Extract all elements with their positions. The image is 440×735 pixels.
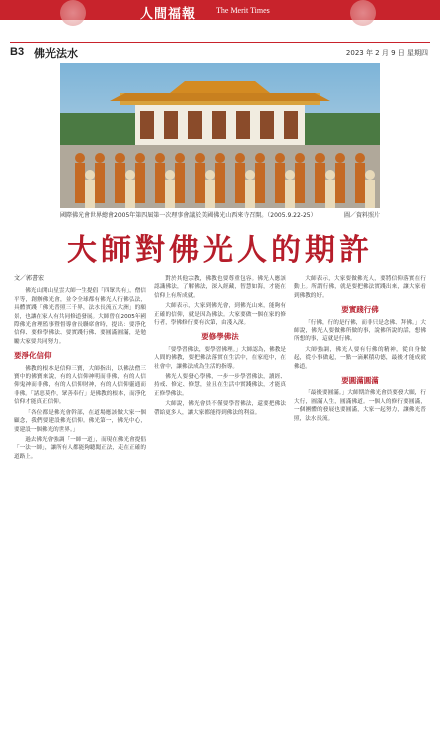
article-column-1 — [14, 275, 146, 463]
paragraph: 過去佛光會強調「一師一道」，而現在佛光會提倡「一法一師」，讓所有人都能夠聽聞正法，走在正確的道路上。 — [14, 436, 146, 460]
article-headline: 大師對佛光人的期許 — [67, 233, 373, 268]
paragraph: 佛光人要發心學佛，一步一步學習佛法，讀經、持戒、修定、修慧，並且在生活中實踐佛法，才能真正修學佛法。 — [154, 374, 286, 397]
subhead: 要淨化信仰 — [14, 351, 52, 361]
article-column-2 — [154, 275, 286, 419]
paragraph: 對於其他宗教，佛教也要尊重包容。佛光人應該認識佛法，了解佛法，深入經藏，智慧如海，才能在信仰上有所成就。 — [154, 276, 286, 299]
paragraph: 「各位都是佛光會幹部，在道場應該做大家一個顧念，我們要建設佛光信仰。佛光第一，佛光中心，要建設一個佛光的世界。」 — [14, 409, 146, 433]
section-rule — [10, 42, 430, 43]
photo-caption: 國際佛光會世界總會2005年第四屆第一次理事會議於美國佛光山西來寺召開。（2005.9.22-25） — [60, 212, 317, 219]
paragraph: 大師強調，佛光人要有行佛的精神，從自身做起，從小事做起，一點一滴累積功德，最後才能成就佛道。 — [294, 346, 426, 370]
subhead: 要圓滿圓滿 — [341, 376, 379, 386]
masthead — [0, 0, 440, 20]
byline: 文／郭書宏 — [14, 275, 45, 282]
paragraph: 「最後要圓滿。」大師期許佛光會員要發大願，行大行，圓滿人生，圓滿佛道。一個人的修行要圓滿，一個團體的發展也要圓滿，大家一起努力，讓佛光普照，法水長流。 — [294, 390, 426, 422]
paragraph: 大師說，佛光會員不僅要學習佛法，還要把佛法帶給更多人，讓大家都能得到佛法的利益。 — [154, 401, 286, 416]
temple-photo-illustration — [60, 63, 380, 208]
article-column-3 — [294, 275, 426, 425]
photo-credit: 圖／資料照片 — [343, 212, 380, 219]
group-photo — [60, 63, 380, 208]
paragraph: 佛教的根本是信仰三寶，大師指出，以佛法僧三寶中的佛寶來說，有的人信仰神明而非佛，有的人信仰鬼神而非佛，有的人信仰財神，有的人信仰靈通而非佛。「諸惡莫作，眾善奉行」是佛教的根本，而淨化信仰才能真正信仰。 — [14, 365, 146, 406]
paragraph: 佛光山開山星雲大師一生提倡「四眾共有」，僧信平等，創辦佛光會，並令全球都有佛光人行佛弘法，具體實踐「佛光普照三千界，法水長流五大洲」的願景，也讓在家人有共同修道發展。大師曾在2005年國際佛光會理監事暨督導會長聯席會時，提出：要淨化信仰、要修學佛法、要實踐行佛、要圓滿圓滿，是勉勵大家要共同努力。 — [14, 288, 146, 345]
subhead: 要實踐行佛 — [341, 305, 379, 315]
paragraph: 「要學習佛法，要學習佛理。」大師認為，佛教是人間的佛教，要把佛法落實在生活中，在家庭中，在社會中，讓佛法成為生活的指導。 — [154, 346, 286, 370]
paragraph: 「行佛，行的是行佛，而非只是念佛、拜佛。」大師說，佛光人要做佛所做的事，說佛所說的話，想佛所想的事，這就是行佛。 — [294, 319, 426, 343]
masthead-logo: 人間福報 — [140, 7, 197, 22]
issue-date: 2023 年 2 月 9 日 星期四 — [345, 49, 428, 57]
subhead: 要修學佛法 — [201, 332, 239, 342]
paragraph: 大師表示，大家要做佛光人，要將信仰落實在行動上。所謂行佛，就是要把佛法實踐出來，讓大家看到佛教的好。 — [294, 276, 426, 299]
paragraph: 大師表示，大家到佛光會，到佛光山來，能夠有正確的信仰，就是因為佛法。大家要做一個在家的修行者，學佛修行要有次第，由淺入深。 — [154, 303, 286, 327]
page-number: B3 — [10, 46, 25, 58]
section-name: 佛光法水 — [34, 47, 78, 60]
masthead-english: The Merit Times — [216, 6, 270, 15]
